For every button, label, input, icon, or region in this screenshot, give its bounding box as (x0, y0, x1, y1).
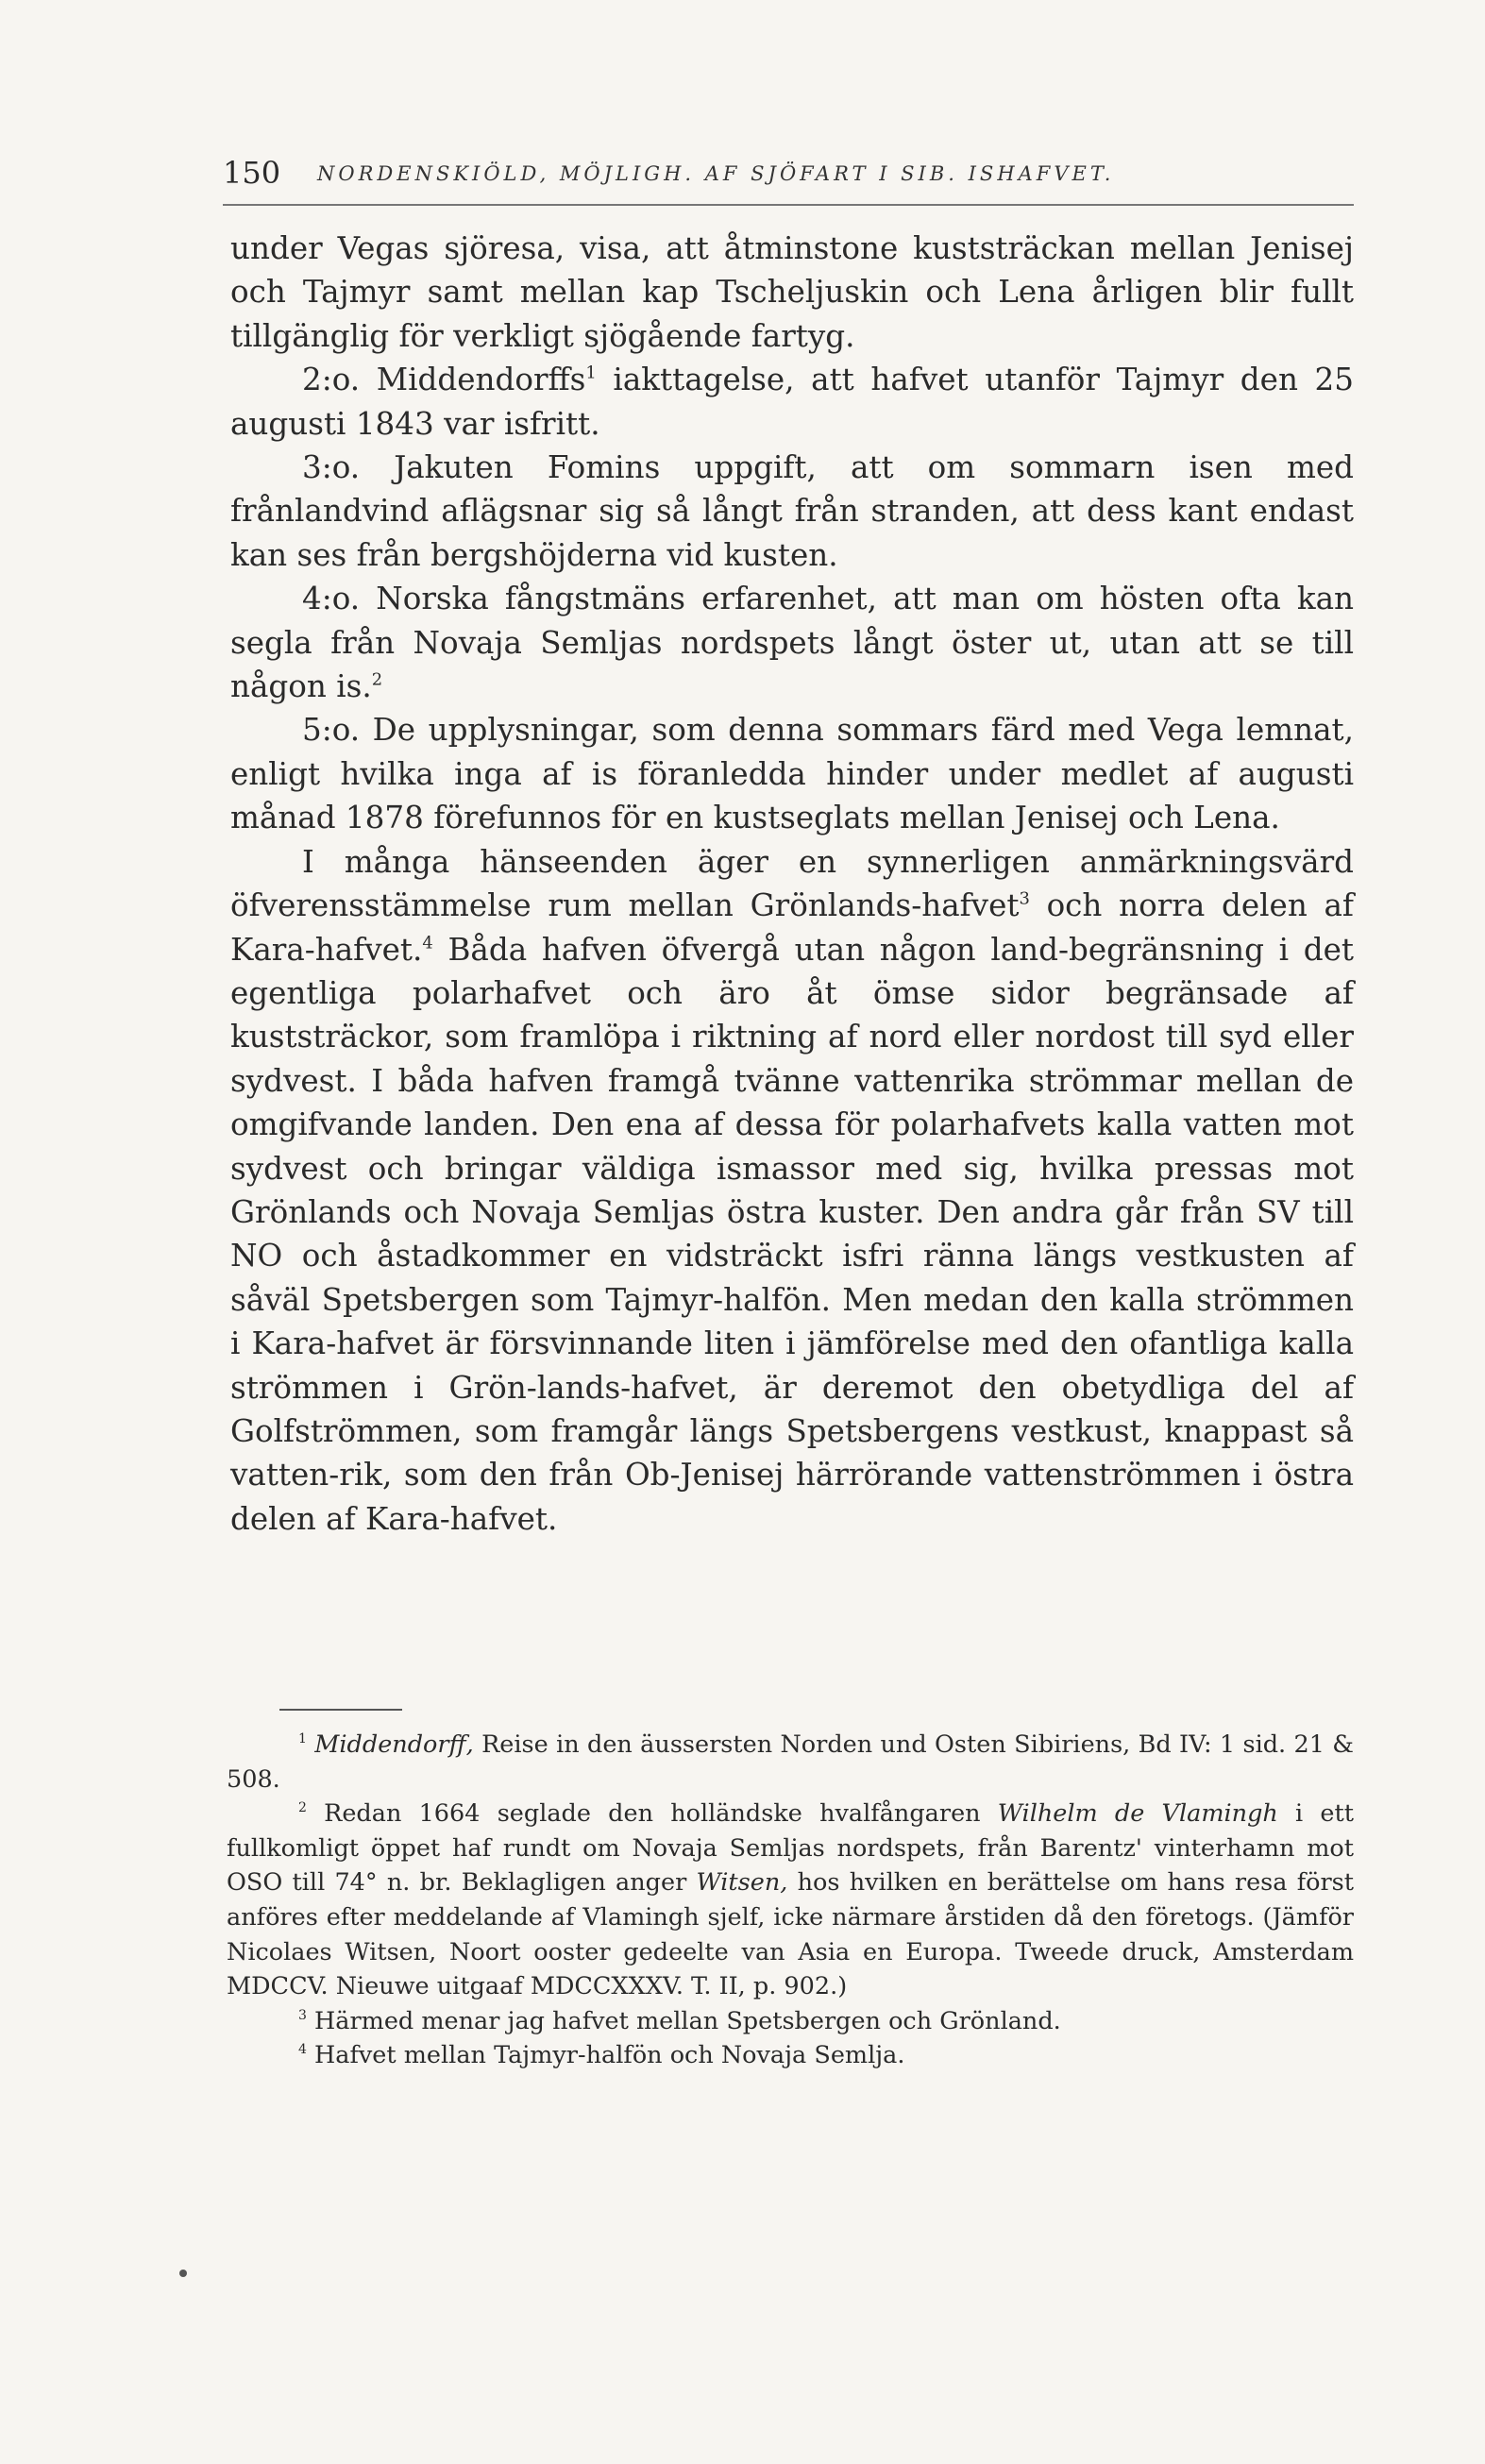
footnote-ref-2[interactable]: 2 (371, 669, 383, 690)
para6-text-b: och norra delen af Kara-hafvet. (230, 887, 1354, 968)
footnote-mark-1: 1 (298, 1731, 307, 1747)
footnote-4 (227, 2038, 1354, 2073)
footnote-mark-3: 3 (298, 2007, 307, 2023)
footnote-ref-1[interactable]: 1 (585, 363, 597, 383)
para6-text-a: I många hänseenden äger en synnerligen anmärkningsvärd öfverensstämmelse rum mellan Grönlands-hafvet (230, 843, 1354, 924)
para2-text-b: iakttagelse, att hafvet utanför Tajmyr den 25 augusti 1843 var isfritt. (230, 362, 1355, 442)
footnote-2-text-a: Redan 1664 seglade den holländske hvalfångaren (306, 1799, 998, 1829)
footnote-3-text: Härmed menar jag hafvet mellan Spetsbergen och Grönland. (306, 2006, 1061, 2035)
footnote-mark-4: 4 (298, 2042, 307, 2058)
paragraph-2 (230, 358, 1354, 446)
footnote-3 (227, 2004, 1354, 2039)
paragraph-5: 5:o. De upplysningar, som denna sommars färd med Vega lemnat, enligt hvilka inga af is föranledda hinder under medlet af augusti månad 1878 förefunnos för en kustseglats mellan Jenisej och Lena. (230, 712, 1354, 836)
running-title: NORDENSKIÖLD, MÖJLIGH. AF SJÖFART I SIB. ISHAFVET. (317, 162, 1115, 185)
footnote-2-witsen: Witsen, (696, 1868, 788, 1898)
para4-text: 4:o. Norska fångstmäns erfarenhet, att man om hösten ofta kan segla från Novaja Semljas nordspets långt öster ut, utan att se till någon is. (230, 581, 1354, 705)
footnote-ref-4[interactable]: 4 (422, 932, 433, 953)
footnote-2-name: Wilhelm de Vlamingh (997, 1799, 1278, 1829)
paragraph-4 (230, 577, 1354, 708)
footnote-2 (227, 1797, 1354, 2004)
paragraph-6 (230, 840, 1354, 1542)
main-text (230, 227, 1354, 1541)
footnotes (227, 1728, 1354, 2073)
para6-text-c: Båda hafven öfvergå utan någon land-begränsning i det egentliga polarhafvet och äro åt ömse sidor begränsade af kuststräckor, som framlöpa i riktning af nord eller nordost till syd eller sydvest. I båda hafven framgå tvänne vattenrika strömmar mellan de omgifvande landen. Den ena af dessa för polarhafvets kalla vatten mot sydvest och bringar väldiga ismassor med sig, hvilka pressas mot Grönlands och Novaja Semljas östra kuster. Den andra går från SV till NO och åstadkommer en vidsträckt isfri ränna längs vestkusten af såväl Spetsbergen som Tajmyr-halfön. Men medan den kalla strömmen i Kara-hafvet är försvinnande liten i jämförelse med den ofantliga kalla strömmen i Grön-lands-hafvet, är deremot den obetydliga del af Golfströmmen, som framgår längs Spetsbergens vestkust, knappast så vatten-rik, som den från Ob-Jenisej härrörande vattenströmmen i östra delen af Kara-hafvet. (230, 931, 1354, 1537)
footnote-mark-2: 2 (298, 1800, 307, 1816)
footnote-4-text: Hafvet mellan Tajmyr-halfön och Novaja Semlja. (306, 2041, 905, 2070)
paragraph-1: under Vegas sjöresa, visa, att åtminstone kuststräckan mellan Jenisej och Tajmyr samt mellan kap Tscheljuskin och Lena årligen blir fullt tillgänglig för verkligt sjögående fartyg. (230, 230, 1354, 354)
footnote-ref-3[interactable]: 3 (1019, 888, 1030, 909)
footnote-1 (227, 1728, 1354, 1797)
ink-speck (179, 2270, 187, 2277)
page-number: 150 (223, 155, 281, 191)
footnote-2-text-b: i ett fullkomligt öppet haf rundt om Novaja Semljas nordspets, från Barentz' vinterhamn mot OSO till 74° n. br. Beklagligen anger (227, 1799, 1355, 1898)
running-header (223, 151, 1354, 206)
para2-text-a: 2:o. Middendorffs (302, 362, 586, 398)
footnote-1-author: Middendorff, (314, 1730, 474, 1759)
footnote-divider (279, 1709, 402, 1711)
footnote-2-text-c: hos hvilken en berättelse om hans resa först anföres efter meddelande af Vlamingh sjelf, icke närmare årstiden då den företogs. (Jämför Nicolaes Witsen, Noort ooster gedeelte van Asia en Europa. Tweede druck, Amsterdam MDCCV. Nieuwe uitgaaf MDCCXXXV. T. II, p. 902.) (227, 1868, 1355, 2001)
paragraph-3: 3:o. Jakuten Fomins uppgift, att om sommarn isen med frånlandvind aflägsnar sig så långt från stranden, att dess kant endast kan ses från bergshöjderna vid kusten. (230, 449, 1354, 573)
footnote-1-text: Reise in den äussersten Norden und Osten Sibiriens, Bd IV: 1 sid. 21 & 508. (227, 1730, 1354, 1794)
